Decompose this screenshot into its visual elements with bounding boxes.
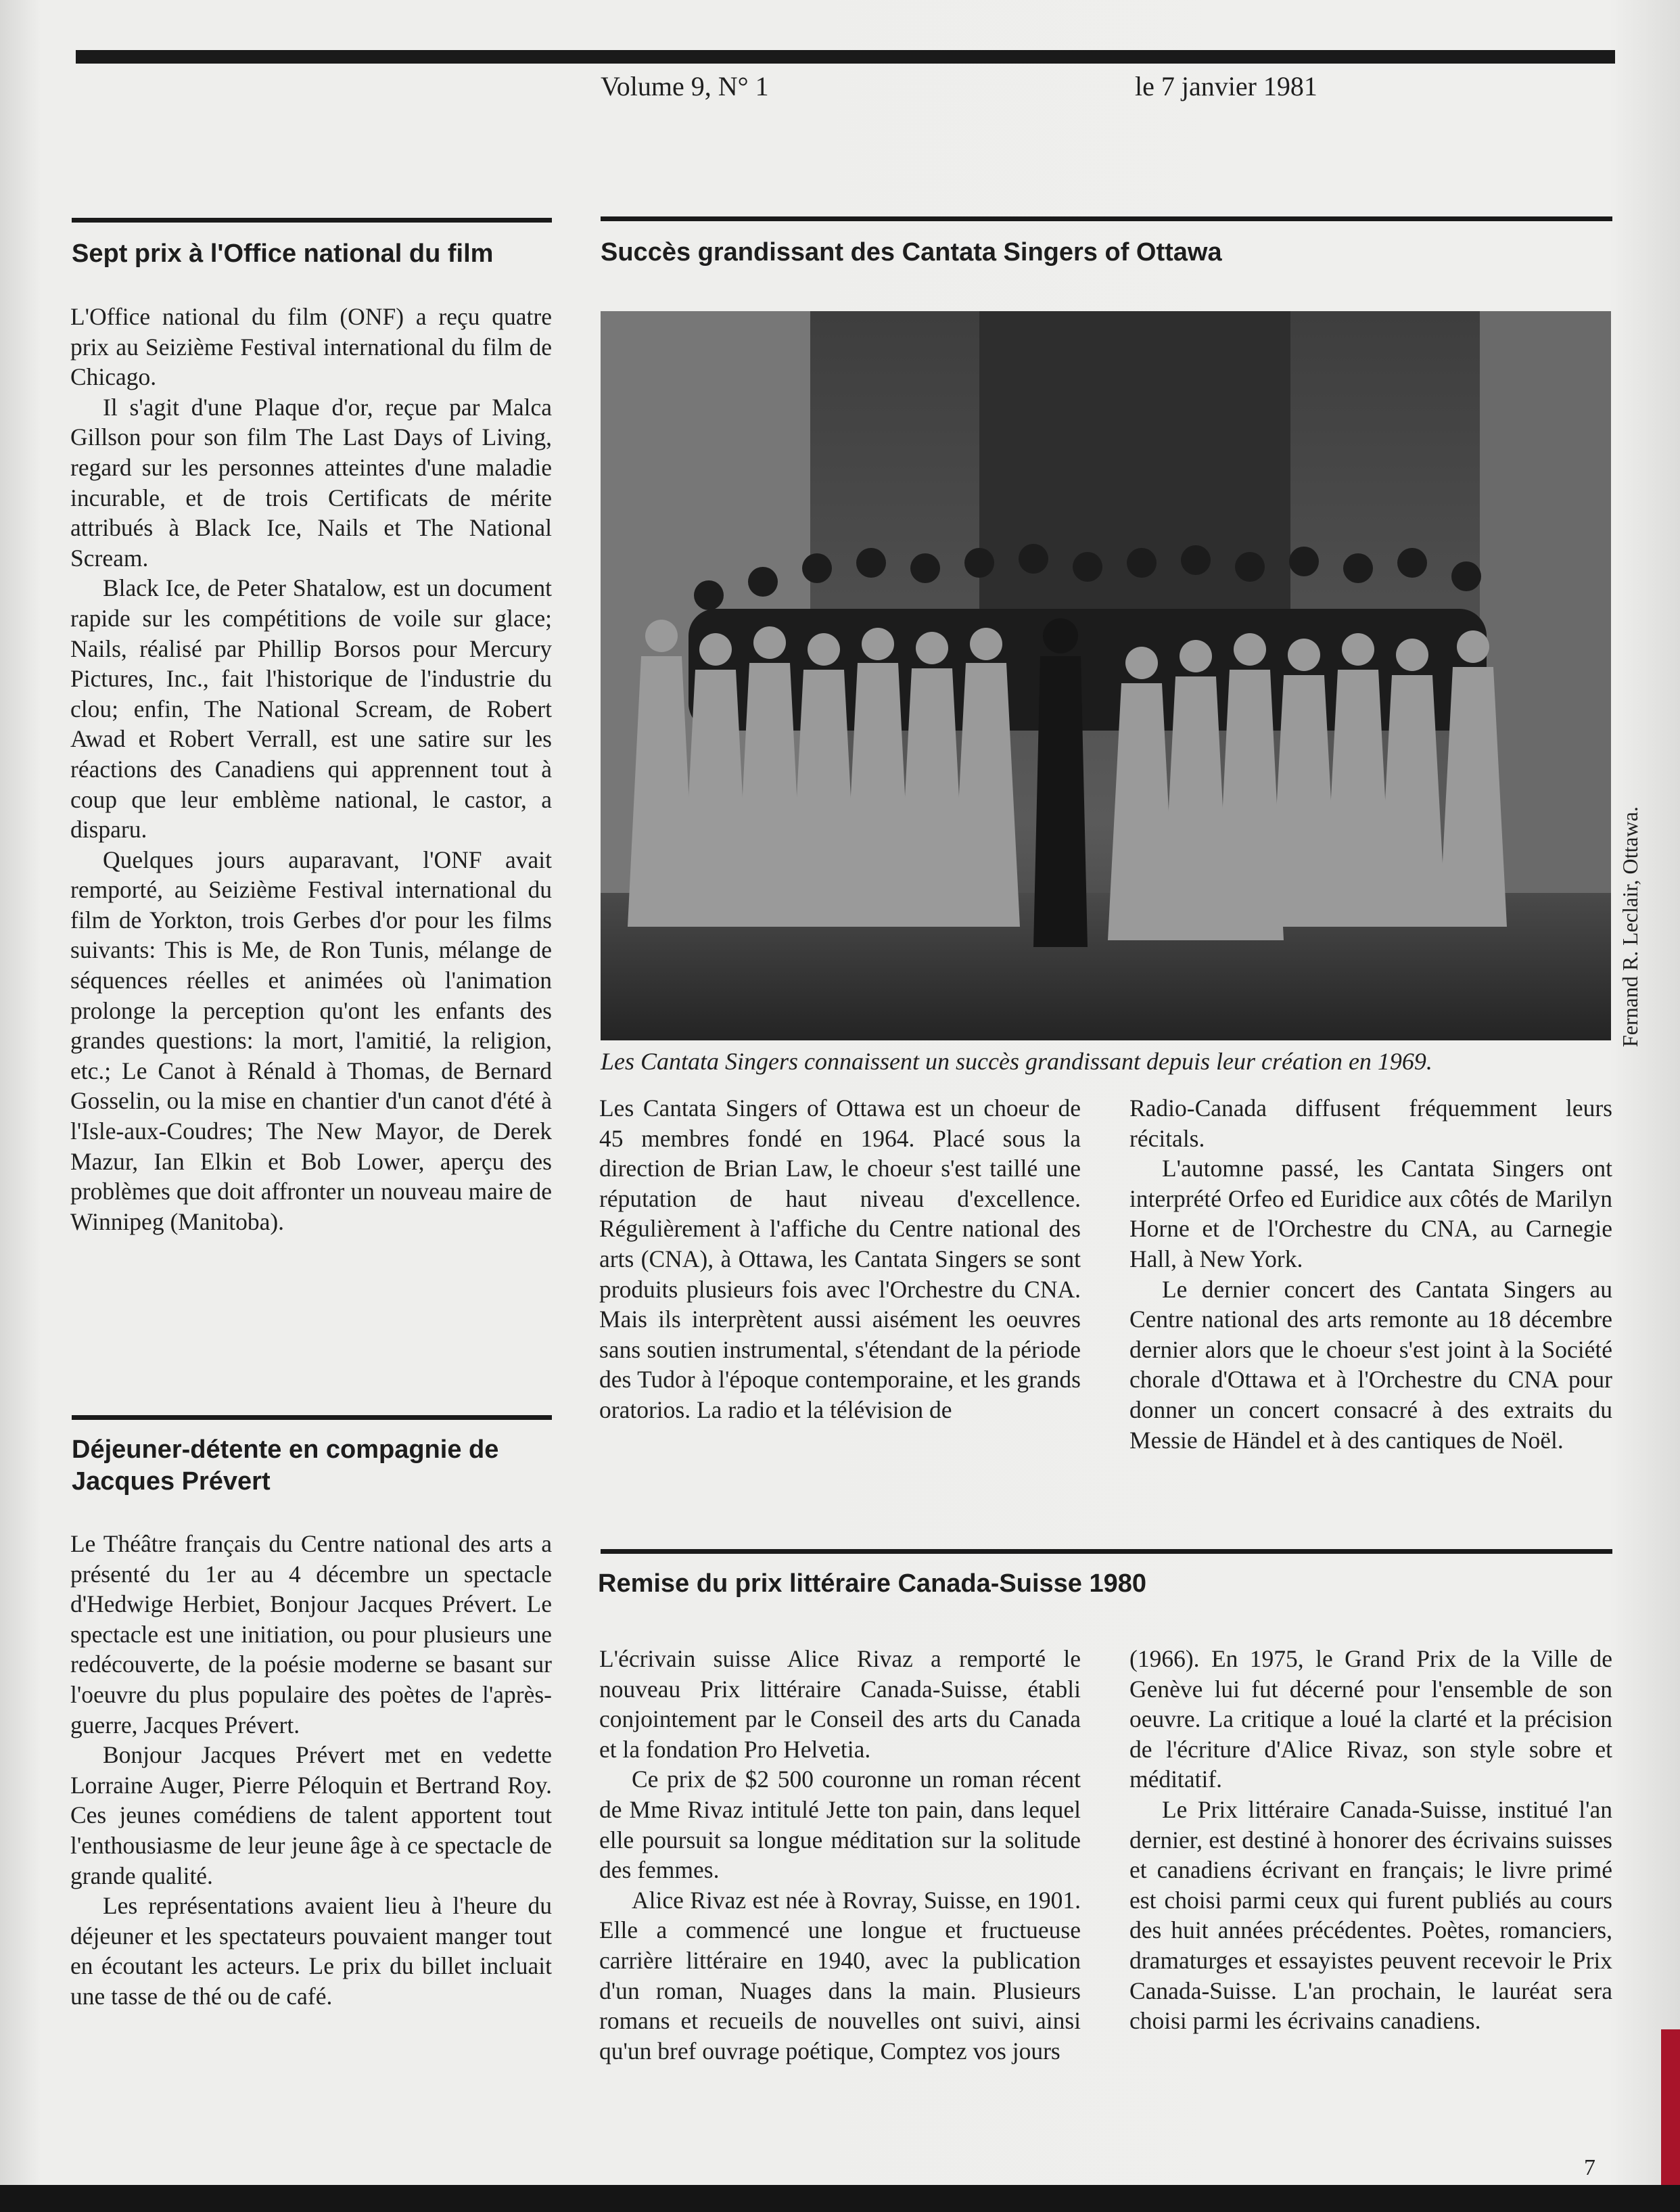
photo-credit: Fernand R. Leclair, Ottawa. <box>1618 806 1642 1047</box>
top-rule <box>76 50 1615 64</box>
paragraph: L'automne passé, les Cantata Singers ont interprété Orfeo ed Euridice aux côtés de Marilyn Horne et de l'Orchestre du CNA, au Carnegie Hall, à New York. <box>1129 1155 1612 1272</box>
paragraph: Le dernier concert des Cantata Singers au Centre national des arts remonte au 18 décembre dernier alors que le choeur s'est joint à la Société chorale d'Ottawa et à l'Orchestre du CNA pour donner un concert consacré à des extraits du Messie de Händel et à des cantiques de Noël. <box>1129 1275 1612 1454</box>
section-rule <box>72 218 552 223</box>
issue-date: le 7 janvier 1981 <box>1135 71 1317 101</box>
paragraph: Black Ice, de Peter Shatalow, est un document rapide sur les compétitions de voile sur glace; Nails, réalisé par Phillip Borsos pour Mercury Pictures, Inc., fait l'historique de l'industrie du clou; enfin, The National Scream, de Robert Awad et Robert Verrall, est une satire sur les réactions des Canadiens qui apprennent tout à coup que leur emblème national, le castor, a disparu. <box>70 574 552 844</box>
article-title-onf: Sept prix à l'Office national du film <box>72 239 494 268</box>
choir-group-image <box>601 311 1611 1040</box>
choir-photo <box>601 311 1611 1040</box>
paragraph: L'écrivain suisse Alice Rivaz a remporté le nouveau Prix littéraire Canada-Suisse, établi conjointement par le Conseil des arts du Canada et la fondation Pro Helvetia. <box>599 1645 1081 1763</box>
paragraph: Quelques jours auparavant, l'ONF avait remporté, au Seizième Festival international du film de Yorkton, trois Gerbes d'or pour les films suivants: This is Me, de Ron Tunis, mélange de séquences réelles et animées où l'animation prolonge la perception qu'ont les enfants des grandes questions: la mort, l'amitié, la religion, etc.; Le Canot à Rénald à Thomas, de Bernard Gosselin, ou la mise en chantier d'un canot d'été à l'Isle-aux-Coudres; The New Mayor, de Derek Mazur, Ian Elkin et Bob Lower, aperçu des problèmes que doit affronter un nouveau maire de Winnipeg (Manitoba). <box>70 846 552 1235</box>
article-body-onf <box>70 302 552 1237</box>
paragraph: Alice Rivaz est née à Rovray, Suisse, en 1901. Elle a commencé une longue et fructueuse carrière littéraire en 1940, avec la publication d'un roman, Nuages dans la main. Plusieurs romans et recueils de nouvelles ont suivi, ainsi qu'un bref ouvrage poétique, Comptez vos jours <box>599 1886 1081 2065</box>
paragraph: L'Office national du film (ONF) a reçu quatre prix au Seizième Festival international du film de Chicago. <box>70 303 552 391</box>
paragraph: (1966). En 1975, le Grand Prix de la Ville de Genève lui fut décerné pour l'ensemble de son oeuvre. La critique a loué la clarté et la précision de l'écriture d'Alice Rivaz, son style sobre et méditatif. <box>1129 1645 1612 1793</box>
section-rule <box>601 1549 1612 1554</box>
article-body-prevert <box>70 1529 552 2012</box>
article-body-prix-col1 <box>599 1644 1081 2066</box>
scan-bottom-edge <box>0 2185 1680 2212</box>
paragraph: Ce prix de $2 500 couronne un roman récent de Mme Rivaz intitulé Jette ton pain, dans lequel elle poursuit sa longue méditation sur la solitude des femmes. <box>599 1766 1081 1884</box>
article-body-cantata-col1 <box>599 1093 1081 1425</box>
paragraph: Le Théâtre français du Centre national des arts a présenté du 1er au 4 décembre un spectacle d'Hedwige Herbiet, Bonjour Jacques Prévert. Le spectacle est une initiation, ou pour plusieurs une redécouverte, de la poésie moderne se basant sur l'oeuvre du plus populaire des poètes de l'après-guerre, Jacques Prévert. <box>70 1530 552 1738</box>
article-title-cantata: Succès grandissant des Cantata Singers of Ottawa <box>601 238 1222 267</box>
article-title-prix-litteraire: Remise du prix littéraire Canada-Suisse 1980 <box>598 1569 1147 1598</box>
paragraph: Le Prix littéraire Canada-Suisse, institué l'an dernier, est destiné à honorer des écrivains suisses et canadiens écrivant en français; le livre primé est choisi parmi ceux qui furent publiés au cours des huit années précédentes. Poètes, romanciers, dramaturges et essayistes peuvent recevoir le Prix Canada-Suisse. L'an prochain, le lauréat sera choisi parmi les écrivains canadiens. <box>1129 1795 1612 2035</box>
paragraph: Les représentations avaient lieu à l'heure du déjeuner et les spectateurs pouvaient manger tout en écoutant les acteurs. Le prix du billet incluait une tasse de thé ou de café. <box>70 1892 552 2010</box>
article-body-prix-col2 <box>1129 1644 1612 2036</box>
article-title-prevert: Déjeuner-détente en compagnie de Jacques Prévert <box>72 1435 499 1496</box>
paragraph: Bonjour Jacques Prévert met en vedette Lorraine Auger, Pierre Péloquin et Bertrand Roy. Ces jeunes comédiens de talent apportent tout l'enthousiasme de leur jeune âge à ce spectacle de grande qualité. <box>70 1741 552 1889</box>
paragraph: Il s'agit d'une Plaque d'or, reçue par Malca Gillson pour son film The Last Days of Living, regard sur les personnes atteintes d'une maladie incurable, et de trois Certificats de mérite attribués à Black Ice, Nails et The National Scream. <box>70 393 552 572</box>
photo-caption: Les Cantata Singers connaissent un succès grandissant depuis leur création en 1969. <box>601 1048 1432 1075</box>
article-body-cantata-col2 <box>1129 1093 1612 1455</box>
section-rule <box>601 216 1612 221</box>
binding-edge <box>1661 2029 1680 2185</box>
paragraph: Radio-Canada diffusent fréquemment leurs récitals. <box>1129 1095 1612 1152</box>
paragraph: Les Cantata Singers of Ottawa est un choeur de 45 membres fondé en 1964. Placé sous la direction de Brian Law, le choeur s'est taillé une réputation de haut niveau d'excellence. Régulièrement à l'affiche du Centre national des arts (CNA), à Ottawa, les Cantata Singers se sont produits plusieurs fois avec l'Orchestre du CNA. Mais ils interprètent aussi aisément les oeuvres sans soutien instrumental, s'étendant de la période des Tudor à l'époque contemporaine, et les grands oratorios. La radio et la télévision de <box>599 1095 1081 1423</box>
volume-number: Volume 9, N° 1 <box>601 71 769 101</box>
section-rule <box>72 1415 552 1420</box>
page-number: 7 <box>1584 2155 1595 2180</box>
